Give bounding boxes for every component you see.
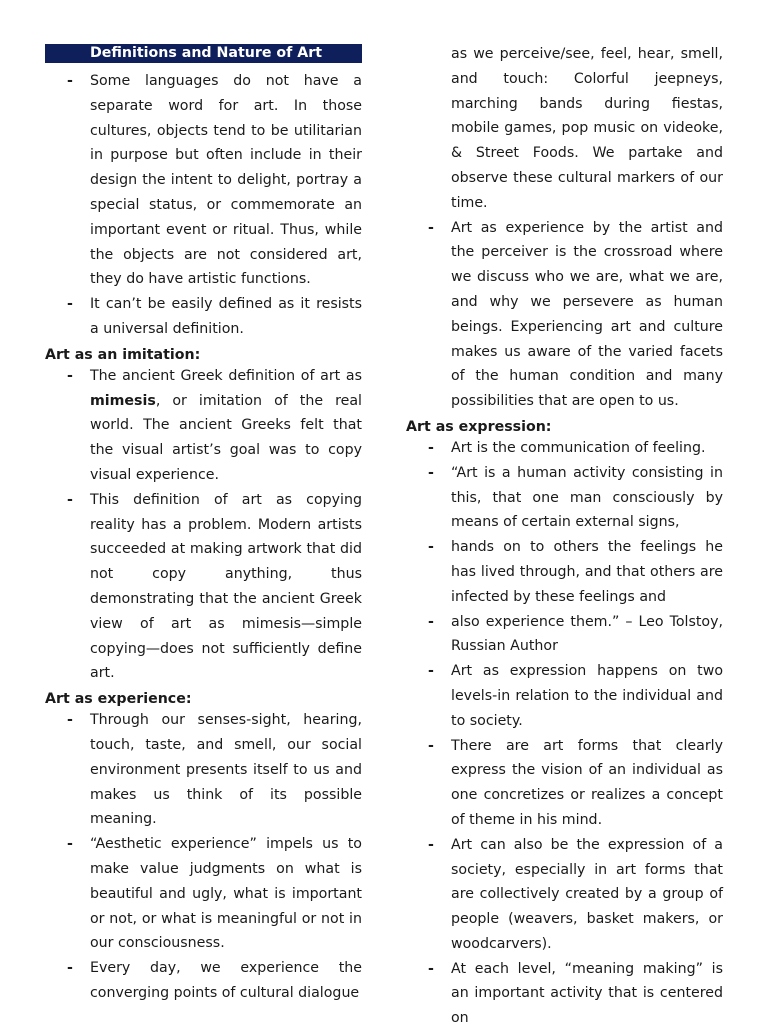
list-item: - Art is the communication of feeling. <box>406 436 723 461</box>
bullet-dash: - <box>67 836 73 853</box>
intro-list <box>45 69 362 342</box>
experience-list <box>45 708 362 1006</box>
bullet-dash: - <box>67 712 73 729</box>
experience-list-continued <box>406 216 723 414</box>
list-item: - Some languages do not have a separate word for art. In those cultures, objects tend to be utilitarian in purpose but often include in their design the intent to delight, portray a special status, or commemorate an important event or ritual. Thus, while the objects are not considered art, they do have artistic functions. <box>45 69 362 292</box>
bullet-dash: - <box>67 73 73 89</box>
bullet-dash: - <box>428 613 434 630</box>
bullet-dash: - <box>67 296 73 313</box>
bullet-dash: - <box>428 219 434 236</box>
list-item: - The ancient Greek definition of art as mimesis, or imitation of the real world. The ancient Greeks felt that the visual artist’s goal was to copy visual experience. <box>45 364 362 488</box>
heading-imitation: Art as an imitation: <box>45 346 201 363</box>
bullet-dash: - <box>428 960 434 977</box>
bullet-dash: - <box>428 539 434 556</box>
expression-list <box>406 436 723 1031</box>
heading-experience: Art as experience: <box>45 691 192 708</box>
bullet-dash: - <box>428 836 434 853</box>
list-item: - “Aesthetic experience” impels us to make value judgments on what is beautiful and ugly, what is important or not, or what is meaningful or not in our consciousness. <box>45 832 362 956</box>
list-item: - Every day, we experience the converging points of cultural dialogue <box>45 956 362 1006</box>
bullet-dash: - <box>428 439 434 456</box>
list-item: - It can’t be easily defined as it resists a universal definition. <box>45 292 362 342</box>
list-item: - Art as experience by the artist and the perceiver is the crossroad where we discuss who we are, what we are, and why we persevere as human beings. Experiencing art and culture makes us aware of the varied facets of the human condition and many possibilities that are open to us. <box>406 216 723 414</box>
list-item: - Art can also be the expression of a society, especially in art forms that are collectively created by a group of people (weavers, basket makers, or woodcarvers). <box>406 833 723 957</box>
section-title-bar: Definitions and Nature of Art <box>45 44 362 63</box>
list-item: - At each level, “meaning making” is an important activity that is centered on <box>406 957 723 1031</box>
list-item: - also experience them.” – Leo Tolstoy, Russian Author <box>406 610 723 660</box>
list-item: - hands on to others the feelings he has lived through, and that others are infected by these feelings and <box>406 535 723 609</box>
list-item: - Through our senses-sight, hearing, touch, taste, and smell, our social environment presents itself to us and makes us think of its possible meaning. <box>45 708 362 832</box>
bullet-dash: - <box>428 464 434 481</box>
bullet-dash: - <box>67 960 73 977</box>
imitation-list <box>45 364 362 686</box>
list-item: - There are art forms that clearly express the vision of an individual as one concretizes or realizes a concept of theme in his mind. <box>406 734 723 833</box>
bullet-dash: - <box>67 491 73 508</box>
mimesis-term: mimesis <box>90 392 156 409</box>
heading-expression: Art as expression: <box>406 418 552 435</box>
bullet-dash: - <box>428 663 434 680</box>
bullet-dash: - <box>67 367 73 384</box>
right-column <box>406 42 723 1031</box>
continued-paragraph: as we perceive/see, feel, hear, smell, and touch: Colorful jeepneys, marching bands during fiestas, mobile games, pop music on videoke, & Street Foods. We partake and observe these cultural markers of our time. <box>451 46 723 211</box>
left-column <box>45 44 362 1006</box>
list-item: - “Art is a human activity consisting in this, that one man consciously by means of certain external signs, <box>406 461 723 535</box>
list-item: - Art as expression happens on two levels-in relation to the individual and to society. <box>406 659 723 733</box>
list-item: - This definition of art as copying reality has a problem. Modern artists succeeded at making artwork that did not copy anything, thus demonstrating that the ancient Greek view of art as mimesis—simple copying—does not sufficiently define art. <box>45 488 362 686</box>
bullet-dash: - <box>428 737 434 754</box>
